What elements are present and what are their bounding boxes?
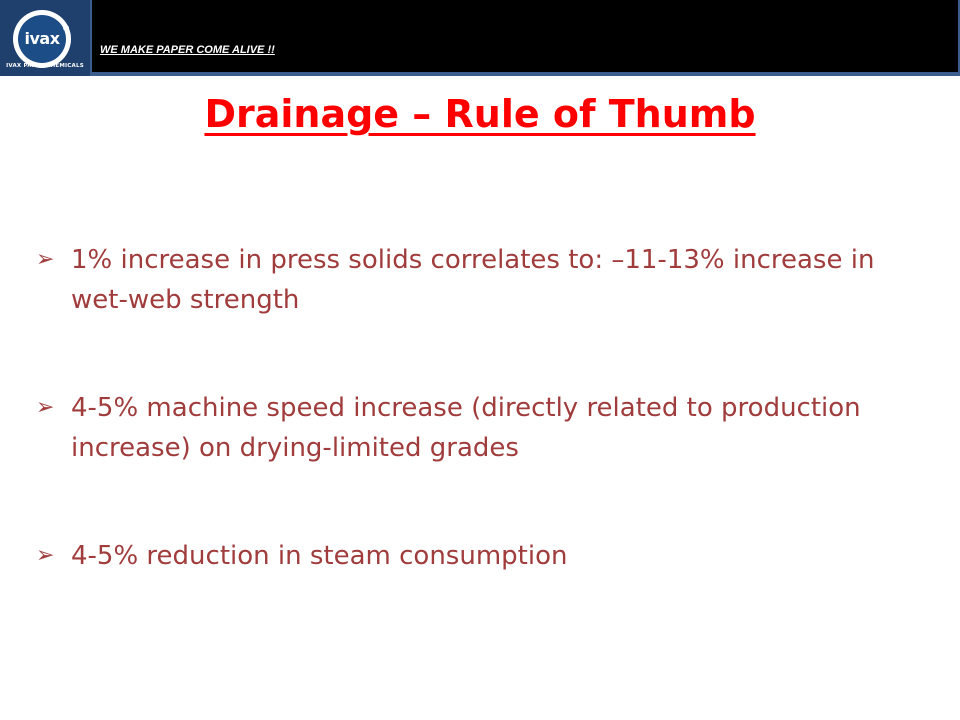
header-bar <box>90 0 960 76</box>
bullet-item <box>36 240 916 320</box>
bullet-list <box>36 240 916 576</box>
bullet-item <box>36 536 916 576</box>
bullet-text: 1% increase in press solids correlates to: –11-13% increase in wet-web strength <box>71 245 875 315</box>
logo-caption: IVAX PAPER CHEMICALS <box>6 63 84 69</box>
logo-circle <box>13 10 71 68</box>
bullet-item <box>36 388 916 468</box>
bullet-text: 4-5% reduction in steam consumption <box>71 541 568 571</box>
slide-title: Drainage – Rule of Thumb <box>204 92 756 136</box>
arrow-bullet-icon: ➢ <box>36 543 55 568</box>
company-logo <box>0 0 90 76</box>
tagline: WE MAKE PAPER COME ALIVE !! <box>100 44 275 56</box>
logo-wordmark: ivax <box>18 15 66 63</box>
arrow-bullet-icon: ➢ <box>36 247 55 272</box>
arrow-bullet-icon: ➢ <box>36 395 55 420</box>
logo-registered-mark: ® <box>62 24 70 33</box>
header-band <box>0 0 960 76</box>
bullet-text: 4-5% machine speed increase (directly related to production increase) on drying-limited grades <box>71 393 861 463</box>
